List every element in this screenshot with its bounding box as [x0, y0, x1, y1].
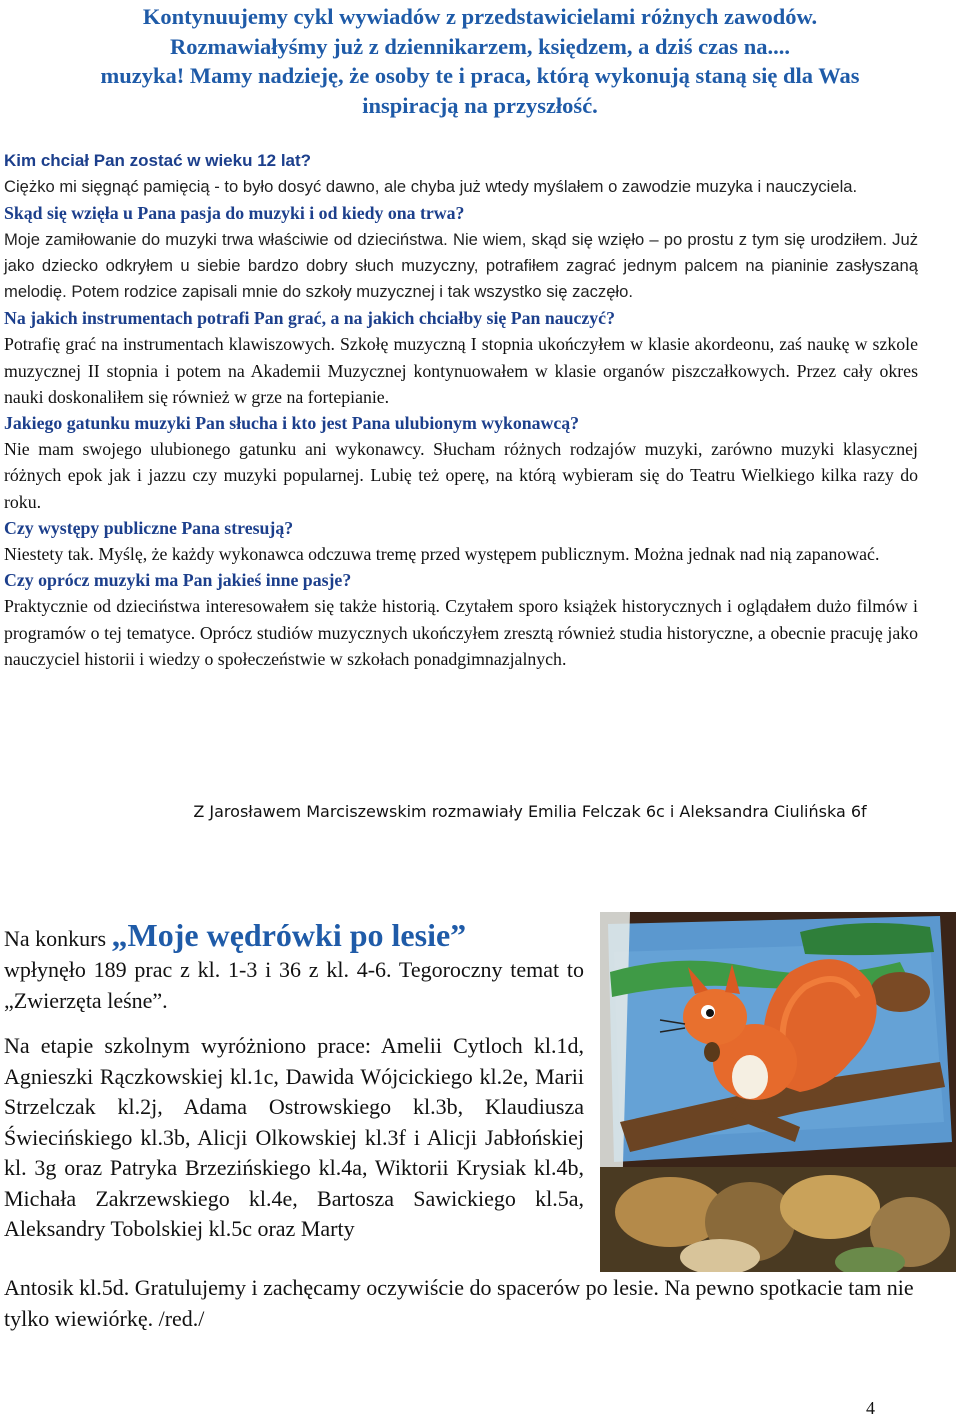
interview-answer: Ciężko mi sięgnąć pamięcią - to było dosyć dawno, ale chyba już wtedy myślałem o zawodzie muzyka i nauczyciela.: [4, 177, 858, 197]
contest-lead: [4, 917, 584, 1016]
intro-line: muzyka! Mamy nadzieję, że osoby te i praca, którą wykonują staną się dla Was: [100, 63, 860, 88]
interview-credit: Z Jarosławem Marciszewskim rozmawiały Emilia Felczak 6c i Aleksandra Ciulińska 6f: [193, 802, 867, 821]
interview-answer: Moje zamiłowanie do muzyki trwa właściwie od dzieciństwa. Nie wiem, skąd się wzięło – po prostu z tym się urodziłem. Już jako dziecko odkryłem u siebie bardzo dobry słuch muzyczny, potrafiłem zagrać jednym palcem na pianinie zasłyszaną melodię. Potem rodzice zapisali mnie do szkoły muzycznej i tak wszystko się zaczęło.: [4, 229, 918, 302]
interview-section: [4, 148, 918, 672]
interview-answer: Potrafię grać na instrumentach klawiszowych. Szkołę muzyczną I stopnia ukończyłem w klasie akordeonu, zaś naukę w szkole muzycznej II stopnia i potem na Akademii Muzycznej kontynuowałem w klasie organów piszczałkowych. Przez cały okres nauki doskonaliłem się również w grze na fortepianie.: [4, 334, 918, 407]
interview-answer: Niestety tak. Myślę, że każdy wykonawca odczuwa tremę przed występem publicznym. Można jednak nad nią zapanować.: [4, 544, 880, 565]
interview-question: Skąd się wzięła u Pana pasja do muzyki i od kiedy ona trwa?: [4, 203, 465, 224]
contest-closing: Antosik kl.5d. Gratulujemy i zachęcamy oczywiście do spacerów po lesie. Na pewno spotkacie tam nie tylko wiewiórkę. /red./: [4, 1275, 914, 1331]
intro-line: inspiracją na przyszłość.: [362, 92, 598, 118]
interview-question: Kim chciał Pan zostać w wieku 12 lat?: [4, 151, 312, 170]
interview-question: Czy oprócz muzyki ma Pan jakieś inne pasje?: [4, 570, 352, 591]
squirrel-artwork-photo: [600, 912, 956, 1272]
squirrel-artwork-illustration: [600, 912, 956, 1272]
intro-line: Kontynuujemy cykl wywiadów z przedstawicielami różnych zawodów.: [142, 4, 818, 29]
contest-winners: Na etapie szkolnym wyróżniono prace: Amelii Cytloch kl.1d, Agnieszki Rączkowskiej kl.1c, Dawida Wójcickiego kl.2e, Marii Strzelczak kl.2j, Adama Ostrowskiego kl.3b, Klaudiusza Świecińskiego kl.3b, Alicji Olkowskiej kl.3f i Alicji Jabłońskiej kl. 3g oraz Patryka Brzezińskiego kl.4a, Wiktorii Krysiak kl.4b, Michała Zakrzewskiego kl.4e, Bartosza Sawickiego kl.5a, Aleksandry Tobolskiej kl.5c oraz Marty: [4, 1033, 584, 1241]
interview-question: Jakiego gatunku muzyki Pan słucha i kto jest Pana ulubionym wykonawcą?: [4, 413, 580, 434]
interview-question: Na jakich instrumentach potrafi Pan grać, a na jakich chciałby się Pan nauczyć?: [4, 308, 615, 329]
interview-answer: Praktycznie od dzieciństwa interesowałem się także historią. Czytałem sporo książek historycznych i oglądałem dużo filmów i programów o tej tematyce. Oprócz studiów muzycznych ukończyłem zresztą również studia historyczne, a obecnie pracuję jako nauczyciel historii i wiedzy o społeczeństwie w szkołach ponadgimnazjalnych.: [4, 596, 918, 669]
contest-prefix: Na konkurs: [4, 926, 112, 951]
intro-line: Rozmawiałyśmy już z dziennikarzem, księdzem, a dziś czas na....: [170, 33, 790, 59]
interview-question: Czy występy publiczne Pana stresują?: [4, 517, 294, 538]
intro-heading: [0, 2, 960, 120]
interview-answer: Nie mam swojego ulubionego gatunku ani wykonawcy. Słucham różnych rodzajów muzyki, zarówno muzyki klasycznej różnych epok jak i jazzu czy muzyki popularnej. Lubię też operę, na którą wybieram się do Teatru Wielkiego kilka razy do roku.: [4, 439, 918, 512]
contest-title: „Moje wędrówki po lesie”: [111, 917, 467, 953]
page-number: 4: [866, 1398, 875, 1418]
contest-lead-text: wpłynęło 189 prac z kl. 1-3 i 36 z kl. 4-6. Tegoroczny temat to „Zwierzęta leśne”.: [4, 957, 584, 1013]
